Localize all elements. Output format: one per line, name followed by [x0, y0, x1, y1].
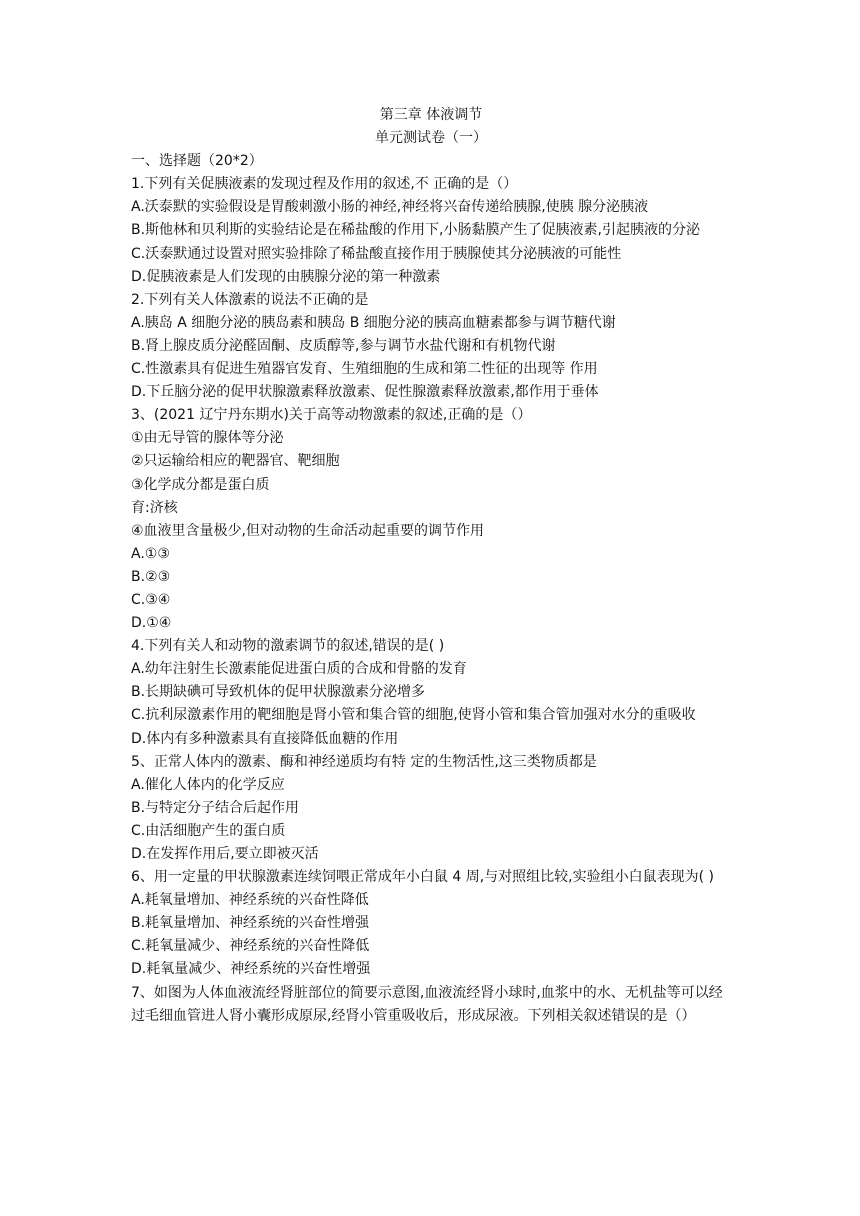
question-option: A.①③	[131, 545, 170, 562]
question-statement: ③化学成分都是蛋白质	[131, 476, 270, 493]
question-statement: ④血液里含量极少,但对动物的生命活动起重要的调节作用	[131, 522, 484, 539]
question-option: C.沃泰默通过设置对照实验排除了稀盐酸直接作用于胰腺使其分泌胰液的可能性	[131, 245, 622, 262]
question-option: A.催化人体内的化学反应	[131, 776, 285, 793]
question-option: A.耗氧量增加、神经系统的兴奋性降低	[131, 892, 369, 909]
question-stem: 5、正常人体内的激素、酶和神经递质均有特 定的生物活性,这三类物质都是	[131, 753, 597, 770]
question-stem: 3、(2021 辽宁丹东期水)关于高等动物激素的叙述,正确的是（）	[131, 407, 532, 424]
question-option: D.体内有多种激素具有直接降低血糖的作用	[131, 730, 399, 747]
question-option: D.在发挥作用后,要立即被灭活	[131, 846, 319, 862]
question-stem: 4.下列有关人和动物的激素调节的叙述,错误的是( )	[131, 638, 445, 655]
question-option: A.胰岛 A 细胞分泌的胰岛素和胰岛 B 细胞分泌的胰高血糖素都参与调节糖代谢	[131, 314, 616, 331]
question-statement: ②只运输给相应的靶器官、靶细胞	[131, 453, 340, 470]
question-option: B.②③	[131, 568, 171, 585]
question-stem: 7、如图为人体血液流经肾脏部位的简要示意图,血液流经肾小球时,血浆中的水、无机盐等可以经过毛细血管进人肾小囊形成原尿,经肾小管重吸收后，形成尿液。下列相关叙述错误的是（）	[131, 984, 723, 1024]
question-option: C.耗氧量减少、神经系统的兴奋性降低	[131, 938, 370, 955]
question-stem: 1.下列有关促胰液素的发现过程及作用的叙述,不 正确的是（）	[131, 176, 518, 193]
question-option: C.抗利尿激素作用的靶细胞是肾小管和集合管的细胞,使肾小管和集合管加强对水分的重吸收	[131, 707, 696, 724]
question-option: A.沃泰默的实验假设是胃酸刺激小肠的神经,神经将兴奋传递给胰腺,使胰 腺分泌胰液	[131, 199, 649, 216]
question-option: C.由活细胞产生的蛋白质	[131, 822, 286, 839]
question-3	[131, 404, 731, 635]
question-option: D.耗氧量减少、神经系统的兴奋性增强	[131, 961, 371, 978]
question-stem: 2.下列有关人体激素的说法不正确的是	[131, 291, 369, 308]
test-title: 单元测试卷（一）	[375, 130, 487, 147]
question-option: D.下丘脑分泌的促甲状腺激素释放激素、促性腺激素释放激素,都作用于垂体	[131, 384, 599, 401]
question-4	[131, 635, 731, 750]
stray-text: 育:济核	[131, 499, 178, 516]
question-option: A.幼年注射生长激素能促进蛋白质的合成和骨骼的发育	[131, 661, 467, 678]
question-7	[131, 982, 731, 1028]
question-5	[131, 751, 731, 866]
document-body	[131, 104, 731, 1028]
question-stem: 6、用一定量的甲状腺激素连续饲喂正常成年小白鼠 4 周,与对照组比较,实验组小白鼠表现为( )	[131, 869, 714, 886]
chapter-title: 第三章 体液调节	[379, 107, 483, 123]
question-2	[131, 289, 731, 404]
question-option: C.性激素具有促进生殖器官发育、生殖细胞的生成和第二性征的出现等 作用	[131, 361, 598, 378]
question-1	[131, 173, 731, 288]
question-option: C.③④	[131, 591, 171, 608]
question-option: D.①④	[131, 615, 172, 632]
question-option: B.长期缺碘可导致机体的促甲状腺激素分泌增多	[131, 684, 426, 701]
question-statement: ①由无导管的腺体等分泌	[131, 430, 284, 447]
question-6	[131, 866, 731, 981]
question-option: B.耗氧量增加、神经系统的兴奋性增强	[131, 915, 370, 932]
section-heading: 一、选择题（20*2）	[131, 153, 263, 170]
question-option: B.斯他林和贝利斯的实验结论是在稀盐酸的作用下,小肠黏膜产生了促胰液素,引起胰液的分泌	[131, 222, 700, 239]
question-option: B.肾上腺皮质分泌醛固酮、皮质醇等,参与调节水盐代谢和有机物代谢	[131, 337, 556, 354]
question-option: B.与特定分子结合后起作用	[131, 799, 300, 816]
question-option: D.促胰液素是人们发现的由胰腺分泌的第一种激素	[131, 268, 441, 285]
